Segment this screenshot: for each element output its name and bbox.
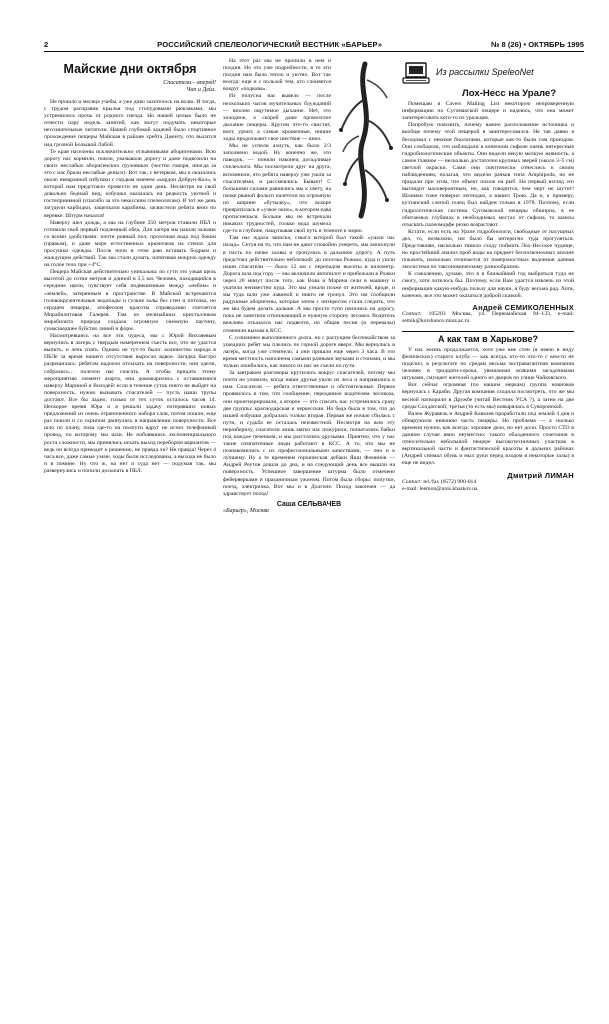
column-2	[223, 58, 395, 515]
series-label: Из рассылки SpeleoNet	[436, 67, 534, 78]
contact-details: 105203 Москва, ул. Первомайская 94–133, e-mail: semik@korshunov.misa.ac.ru	[402, 310, 574, 324]
crystal-formation-illustration	[337, 60, 395, 220]
speleonet-header	[402, 62, 574, 84]
article-columns	[44, 58, 584, 515]
column-1	[44, 58, 216, 515]
paragraph: С сознанием выполненного долга, но с растущим беспокойством за ушедших ребят мы плелись по горной дороге вверх. Мы вернулись в лагерь, когда уже стемнело, а они пришли еще через 3 часа. В это время местность наполнена самыми разными звуками и стонами, и мы только ошибались, как никого из нас не съели по пути.	[223, 334, 395, 370]
epigraph-author: Чип и Дейл.	[186, 87, 216, 93]
contact-label: Contact:	[402, 310, 422, 317]
column-3	[402, 58, 574, 515]
paragraph: Из полусна нас вывело — после нескольких часов мучительных блужданий — вполне ощутимое дыхание. Нет, это холодное, а скорей даже промозглое дыхание пещеры. Кругом что-то свистит, воет, урчит, а самые крошечные, нищие ходы продолжают свое шествие — вниз.	[223, 93, 331, 143]
issue-info: № 8 (26) • ОКТЯБРЬ 1995	[490, 40, 584, 49]
epigraph-text: Спасатели – вперед!	[163, 80, 216, 86]
paragraph: Те края населены исключительно отзывчивыми аборигенами. Всю дорогу нас кормили, поили, указывали дорогу и даже подвозили на своих неслабых аборигенских грузовиках (честно говоря, иногда за это с нас брали неслабые деньги). Вот так, с ветерком, мы и оказались около неварачной избушки с гордым именем «кордон Добрун-Кол», в которой нам предстояло провести не один день. Несмотря на свой довольно бедный вид, избушка оказалась на редкость уютной и гостеприимной (спасибо за это чекесским спелеологам). В тот же день загудели карбидки, защелкали карабины, засвистели ребята вниз по веревке. Штурм начался!	[44, 148, 216, 219]
contact-email: e-mail: leemon@unis.kharkov.ua	[402, 485, 478, 492]
paragraph: Мы не успели ахнуть, как было 2/3 заполнено водой. Ну конечно же, это паводок, — поняли наконец догадливые спелеологи. Мы посмотрели друг на друга, вспомнили, что ребята наверху уже ушли за спасателями, и рассмеялись. Бывает! С большими силами равнялись мы к свету, на пачке рваной фольги налетели на огромную по ширине «бутылку», что вскоре превратилась в «узкое окно», в котором едва протиснешься. Больше мы не встречали никаких трудностей, только вода шумела где-то в глубине, нащупывая свой путь в темноте к морю.	[223, 143, 363, 235]
article-title: Лох-Несс на Урале?	[462, 88, 557, 99]
paragraph: Вот сейчас огромная (по нашим меркам) группа новичков вернулась с Караби. Другая компания сходила посмотреть, что же мы весной натворили в Дружбе (читай Вестник УСА ?), а затем на две среды Солдатской; третья (то есть мы) ковырялась в Суворовской.	[402, 382, 574, 410]
computer-icon	[402, 62, 430, 84]
paragraph: Наверху шел дождь, а мы на глубине 250 метров ставили ПБЛ и готовили свой первый подземный обед. Для лагеря мы нашли зальчик со всеми удобствами: почти ровный пол, проточная вода под боком (правым), и даже море естественных крючочков на стенах для просушки одежды. После ночи в этом раю вставать бодрым и жаждущим действий. Так мы стали думать, натягивая мокрую одежду на голое тело при +4°С.	[44, 219, 216, 269]
paragraph: Не прошло и месяца учебы, а уже дико захотелось на волю. И тогда, с трудом расправив крылья под стопудовыми рюкзаками, мы устремились прочь от родного гнезда. Но нашей целью было не отнести пару недель занятий, как могут подумать некоторые несознательные читатели. Нашей глубокой задачей было спортивное прохождение пещеры Майская в районе хребта Дженту, что высится над грозной Большой Лабой.	[44, 99, 216, 148]
article-author: Андрей СЕМИКОЛЕННЫХ	[472, 302, 574, 312]
epigraph	[44, 80, 216, 94]
article-author: Саша СЕЛЬВАЧЕВ	[276, 500, 342, 508]
paragraph: На этот раз мы не пропили в нем и полдня. Но это уже подробности, в те эти полдня нам было тепло и уютно. Вот так всегда: еще и с пользой тем, кто слоняется вокруг «подкова».	[223, 58, 331, 93]
author-contact	[402, 311, 574, 325]
contact-label: Contact:	[402, 478, 422, 485]
paragraph: За завтраком разговоры крутились вокруг спасателей, потому мы почти не уловили, когда наши друзья ушли из леса и направились к нам. Спасатели — ребята ответственные и обстоятельные. Первое проявилось в том, что сообщение, переданное водителем лесовоза, они проигнорировали, а второе — что спасать нас устремились сразу две группы: краснодарская и черкесская. Но беда была в том, что до нашей избушки добралась только вторая. Первая же ночью сбилась с пути, и судьба ее осталась неизвестной. Несмотря на всю эту неразбериху, спасатели лишь мягко нас пожурили, попытались байки под каждое печеньем, и мы расстались друзьями. Приятно, что у нас такие симпатичные люди работают в КСС. А то, что мы не познакомились с их профессиональными качествами, — оно и к лучшему. Ну а те временем героическая дебаки Яши Фоминов — Андрей Реутов дошла до дна, и на следующий день все вышли на поверхность. Успешное завершение штурма было отмечено фейерверками и праздничным ужином. Потом была сборы: попутки, поезд, электричка. Вот мы и в Долгопе. Поход закончен — да здравствует поход!	[223, 370, 395, 497]
paragraph: Кстати, если есть на Урале гидробиологи, свободные от насущных дел, то, возможно, им было бы интересно туда прогуляться. Представляю, насколько тяжело сходу поймать Лох-Несское чудище, но простейший анализ проб воды на предмет беспозвоночных вполне показать, насколько отличается от поверхностных водоемов данная экосистема по таксономическому разнообразию.	[402, 228, 574, 271]
author-contact	[402, 479, 574, 486]
paragraph: Насмотревшись на все эти чудеса, мы с Юрой Вихляевым вернулись в лагерь с твердым намерением съесть все, что не удастся выпить, и лечь спать. Однако не тут-то было: количество народа в ПБЛе за время нашего отсутствия выросло вдвое. Загадка быстро разрешилась: ребятам надоело отсыхать на поверхности, они одели, собрались… полезли нас спасать. А чтобы придать этому мероприятию элемент азарта, они доковырились с оставшимися наверху Мариной и Володей: если в течение суток никто не выйдет на поверхность, нужно вызывать спасателей — пусть наши трупы достают. Все бы ладно, только от тех суток осталось часов 14. Нескорое время Юра и я решали задачу потерявших новых предложений из очень ограниченного набора слов, потом пошли, еще раз пошли и со скрипом двинулись в направлении поверхности. Все шло по плану, пока где-то на полпути вдруг не исчез телефонный провод, по которому мы шли. Не побоявшись экспоненциального роста сложности, мы принялись искать выход перебором вариантов — ведь он всегда приводит к решению, не правда ли? Не правда! Через 4 часа все, даже самые узкие, ходы были исследованы, а выхода не было и в помине. Ну что ж, на нет и суда нет — подумав так, мы развернулись и попили досыпать в ПБЛ.	[44, 333, 216, 474]
author-email	[402, 486, 574, 493]
paragraph: К сожалению, думаю, что я в ближайший год выбраться туда не смогу, хотя хотелось бы. Поэтому, если Вам удастся извлечь из этой информации какую-нибудь пользу для науки, я буду весьма рад. Хотя, конечно, все это может оказаться доброй сказкой.	[402, 271, 574, 299]
paragraph: Пещера Майская действительно уникальна: по сути это узкая щель высотой до сотни метров и длиной в 3,5 км. Человек, находящийся в середине щели, чувствует себя подвешенным между «небом» и «землей», затерянным в пространстве. В Майской встречаются головокружительные водопады и гулкие залы без стен и потолка, но сердцем пещеры, апофеозом красоты справедливо считается Мирабилитовая Галерея. Там из мельчайших кристалликов мирабилита природа создала огромную снежную паутину, сумасшедшее буйство линий и форм.	[44, 269, 216, 332]
paragraph: Валек Журавель и Андрей Ковалев проработали под землей 4 дня и обнаружили нижнюю часть пещеры. Но проблема — а сколько времени нужно, как всегда: хорошее дело, но нет доли. Просто СТО в данном случае явно неуместно: такого обалденного сочетания в относительно небольшой пещере высокотехничных участков в вертикальной части и фантастической красоты в дальних районах (Андрей снимал обувь и мыл руки перед входом в некоторые залы) я еще не видел.	[402, 410, 574, 467]
contact-phone: tel./fax (0572) 900-014	[423, 478, 477, 485]
paragraph: Помещаю в Cavers Mailing List некоторую непроверенную информацию по Сугомакской пещере и надеюсь, что она может заинтересовать кого-то из уральцев.	[402, 101, 574, 122]
paragraph: Там нас ждала записка, смысл которой был такой: «ушли час назад». Сетуя на то, что нам не дают спокойно умереть, мы запихнули в пасть по пачке халвы и тронулись в дальнюю дорогу. А путь предстоял действительно неблизкий: до поселка Рожкао, куда и ушли наши спасатели — было 12 км с перепадом высоты в километр. Дорога шла под гору — мы включили автопилот и прибежали в Рожки через 20 минут после того, как Вова и Марина сели в машину и укатили неизвестно куда. Это мы узнали позже от жителей, вроде, и мы туда шли уже лавиной и никто не тронул. Это им сообщили радушные аборигены, которые затем с интересом стали следить, что же мы будем делать дальше. А мы просто тупо пялились на дорогу, пока не заметили отъезжающий в нужную сторону лесовоз. Водитель вежливо отказался нас подвезти, но общая песня (и перевалы) отменили вызова в КСС.	[223, 235, 395, 334]
paragraph: У нас жизнь продолжается, хотя уже вне стен (я имею в виду физических) старого клуба — как всегда, кто-то что-то с кем-то не поделил, в результате по средам весьма экстравагантная компания человек в тридцати-сорока, увешанная всякими загадочными штуками, смущает жителей одного из дворов по улице Чайковского.	[402, 346, 574, 382]
author-place: «Барьер», Москва	[223, 507, 269, 514]
article-author: Дмитрий ЛИМАН	[507, 470, 574, 480]
page-number: 2	[44, 40, 49, 49]
article-title: А как там в Харькове?	[438, 333, 538, 344]
section-divider	[402, 331, 574, 332]
running-head	[44, 40, 584, 52]
paragraph: Попробую пояснить, почему важно расположение источника и вообще почему этой пещерой я заинтересовался. Не так давно я беседовал с некими биологами, которые как-то были там проездом. Они сообщили, что наблюдали в конечном сифоне очень интересные гидробиологические объекты. Они видели некую мелкую живность, а самое главное — несколько достаточно крупных зверей (около 3–5 см) светлой окраски. Сами они скептически отнеслись к своим наблюдениям, полагая, что видели рачков типа Amphipoda, но не придали при этом, что объект похож на рыб. На первый взгляд это выглядит маловероятным, но, как говорится, чем черт не шутит! Шлиман тоже поверил легендам, а нашел Трою. Да и, к примеру, куэтаиский слепой голец был найден только в 1978. Поэтому, если гидрологическая система Сугомакской пещеры обширна, в ее обитаемых глубинах в необходимых местах от сифона, то шансы отыскать палеоморфе резко возрастают.	[402, 122, 574, 228]
article-title: Майские дни октября	[63, 62, 197, 76]
publication-title: РОССИЙСКИЙ СПЕЛЕОЛОГИЧЕСКИЙ ВЕСТНИК «БАРЬЕР»	[157, 40, 383, 49]
